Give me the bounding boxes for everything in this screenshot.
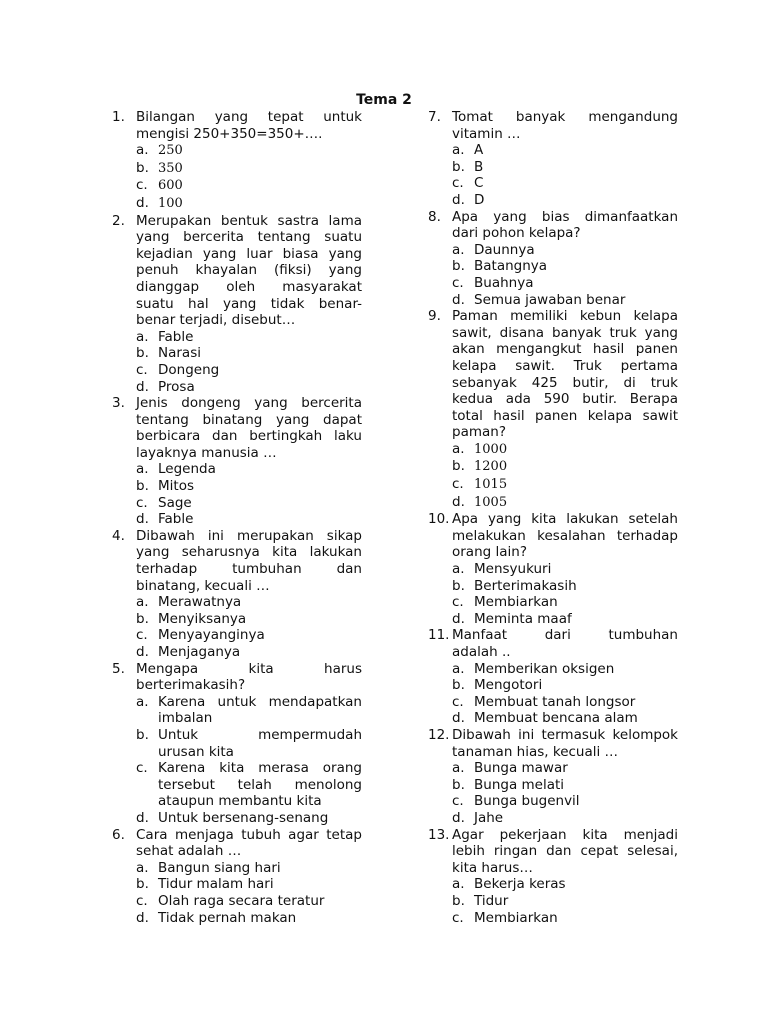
- question-text: [136, 827, 362, 860]
- question-text: [452, 511, 678, 561]
- option-text: Tidur: [474, 892, 509, 909]
- answer-option: [452, 292, 678, 309]
- question-line: suatu hal yang tidak benar-: [136, 295, 362, 312]
- question: [428, 511, 678, 627]
- option-line: Karena kita merasa orang: [158, 760, 362, 777]
- question-text: [136, 395, 362, 461]
- option-text: Fable: [158, 511, 194, 528]
- option-text: Jahe: [474, 809, 504, 826]
- option-letter: a.: [136, 693, 149, 710]
- option-letter: c.: [452, 476, 464, 493]
- option-letter: b.: [452, 776, 465, 793]
- option-letter: c.: [136, 494, 148, 511]
- option-letter: d.: [136, 511, 149, 528]
- option-line: imbalan: [158, 710, 213, 727]
- question-line: Merupakan bentuk sastra lama: [136, 212, 362, 229]
- option-text: 250: [158, 143, 183, 159]
- question-line: kejadian yang luar biasa yang: [136, 245, 362, 262]
- answer-option: [452, 441, 678, 459]
- question-line: Bilangan yang tepat untuk: [136, 109, 362, 125]
- answer-option: [452, 611, 678, 628]
- question-text: [136, 213, 362, 329]
- answer-option: [452, 476, 678, 494]
- answer-option: [136, 195, 362, 213]
- question-line: Tomat banyak mengandung: [452, 109, 678, 125]
- answer-option: [136, 876, 362, 893]
- option-letter: a.: [452, 876, 465, 893]
- option-letter: c.: [452, 793, 464, 810]
- option-letter: b.: [136, 345, 149, 362]
- question-line: melakukan kesalahan terhadap: [452, 527, 678, 544]
- question-line: total hasil panen kelapa sawit: [452, 407, 678, 424]
- option-letter: c.: [136, 361, 148, 378]
- option-line: ataupun membantu kita: [158, 793, 322, 810]
- question-line: Apa yang bias dimanfaatkan: [452, 208, 678, 225]
- option-text: Bunga mawar: [474, 760, 568, 777]
- answer-option: [452, 561, 678, 578]
- answer-option: [452, 258, 678, 275]
- option-letter: a.: [136, 328, 149, 345]
- option-letter: c.: [452, 274, 464, 291]
- question-number: 11.: [428, 627, 450, 644]
- answer-option: [136, 177, 362, 195]
- option-text: Tidak pernah makan: [158, 909, 297, 926]
- option-letter: b.: [136, 610, 149, 627]
- option-letter: b.: [452, 258, 465, 275]
- question-line: akan mengangkut hasil panen: [452, 341, 678, 358]
- question-text: [452, 109, 678, 142]
- left-column: [112, 109, 362, 926]
- option-text: Mengotori: [474, 677, 543, 694]
- option-text: Prosa: [158, 378, 195, 395]
- option-text: B: [474, 158, 484, 175]
- answer-option: [136, 511, 362, 528]
- answer-option: [452, 710, 678, 727]
- question-number: 8.: [428, 208, 441, 225]
- question-line: sehat adalah …: [136, 843, 242, 860]
- option-text: Tidur malam hari: [158, 876, 274, 893]
- option-text: Berterimakasih: [474, 577, 577, 594]
- answer-option: [452, 694, 678, 711]
- answer-option: [452, 242, 678, 259]
- option-letter: a.: [452, 561, 465, 578]
- option-letter: a.: [452, 760, 465, 777]
- question-line: mengisi 250+350=350+….: [136, 125, 323, 142]
- answer-option: [136, 694, 362, 727]
- question: [112, 528, 362, 661]
- question-line: Agar pekerjaan kita menjadi: [452, 826, 678, 843]
- answer-option: [136, 893, 362, 910]
- option-line: Karena untuk mendapatkan: [158, 693, 362, 710]
- option-letter: a.: [136, 859, 149, 876]
- question: [112, 213, 362, 396]
- question: [428, 827, 678, 927]
- question-line: paman?: [452, 424, 506, 441]
- option-letter: c.: [452, 909, 464, 926]
- question-text: [452, 727, 678, 760]
- answer-option: [452, 594, 678, 611]
- option-text: Menyiksanya: [158, 610, 247, 627]
- question-number: 12.: [428, 726, 450, 743]
- answer-option: [136, 461, 362, 478]
- option-letter: b.: [452, 677, 465, 694]
- question-line: sebanyak 425 butir, di truk: [452, 374, 678, 391]
- question-number: 9.: [428, 308, 441, 325]
- option-letter: a.: [136, 594, 149, 611]
- question-line: Mengapa kita harus: [136, 660, 362, 677]
- option-line: tersebut telah menolong: [158, 776, 362, 793]
- option-letter: b.: [136, 159, 149, 176]
- option-text: [158, 727, 362, 760]
- question-line: Dibawah ini merupakan sikap: [136, 527, 362, 544]
- answer-option: [452, 777, 678, 794]
- answer-option: [452, 175, 678, 192]
- option-text: Untuk bersenang-senang: [158, 809, 329, 826]
- option-text: D: [474, 191, 485, 208]
- question: [112, 661, 362, 827]
- answer-option: [136, 345, 362, 362]
- answer-option: [452, 677, 678, 694]
- answer-option: [136, 760, 362, 810]
- answer-option: [452, 578, 678, 595]
- option-text: Bangun siang hari: [158, 859, 281, 876]
- option-text: 600: [158, 178, 183, 194]
- answer-option: [452, 159, 678, 176]
- question-line: kedua ada 590 butir. Berapa: [452, 391, 678, 408]
- question-line: vitamin …: [452, 125, 521, 142]
- answer-option: [452, 661, 678, 678]
- option-text: Dongeng: [158, 361, 220, 378]
- option-letter: c.: [452, 693, 464, 710]
- option-text: Daunnya: [474, 241, 535, 258]
- question-line: Paman memiliki kebun kelapa: [452, 308, 678, 325]
- option-letter: c.: [136, 892, 148, 909]
- question-text: [452, 209, 678, 242]
- option-text: Bunga melati: [474, 776, 565, 793]
- question-text: [136, 109, 362, 142]
- option-text: Merawatnya: [158, 594, 242, 611]
- option-letter: d.: [136, 909, 149, 926]
- answer-option: [136, 727, 362, 760]
- answer-option: [452, 142, 678, 159]
- question-line: Dibawah ini termasuk kelompok: [452, 726, 678, 743]
- option-letter: b.: [452, 892, 465, 909]
- option-text: Menyayanginya: [158, 627, 265, 644]
- answer-option: [452, 910, 678, 927]
- question-line: lebih ringan dan cepat selesai,: [452, 843, 678, 860]
- answer-option: [136, 329, 362, 346]
- option-text: Membuat tanah longsor: [474, 693, 636, 710]
- option-text: Buahnya: [474, 274, 534, 291]
- option-letter: b.: [136, 726, 149, 743]
- option-text: 350: [158, 160, 183, 176]
- option-text: Memberikan oksigen: [474, 660, 615, 677]
- question-text: [452, 308, 678, 441]
- question-number: 2.: [112, 212, 125, 229]
- right-column: [428, 109, 678, 926]
- question-line: Manfaat dari tumbuhan: [452, 627, 678, 644]
- option-letter: a.: [136, 461, 149, 478]
- option-text: Mitos: [158, 478, 194, 495]
- question-number: 10.: [428, 511, 450, 528]
- option-letter: c.: [136, 760, 148, 777]
- answer-option: [452, 275, 678, 292]
- answer-option: [452, 192, 678, 209]
- answer-option: [452, 893, 678, 910]
- option-letter: d.: [452, 809, 465, 826]
- answer-option: [136, 362, 362, 379]
- question-number: 4.: [112, 527, 125, 544]
- question-line: adalah ..: [452, 644, 511, 660]
- question-line: Apa yang kita lakukan setelah: [452, 511, 678, 528]
- option-letter: d.: [136, 809, 149, 826]
- option-letter: a.: [452, 660, 465, 677]
- question-line: penuh khayalan (fiksi) yang: [136, 262, 362, 279]
- question-line: tanaman hias, kecuali …: [452, 743, 619, 760]
- answer-option: [136, 611, 362, 628]
- option-letter: d.: [136, 378, 149, 395]
- option-text: [158, 760, 362, 810]
- option-letter: b.: [136, 478, 149, 495]
- option-letter: d.: [136, 194, 149, 211]
- question-number: 7.: [428, 109, 441, 125]
- question-number: 1.: [112, 109, 125, 125]
- option-letter: d.: [136, 644, 149, 660]
- question-number: 6.: [112, 826, 125, 843]
- answer-option: [136, 142, 362, 160]
- question-number: 5.: [112, 660, 125, 677]
- option-letter: c.: [136, 627, 148, 644]
- option-text: A: [474, 142, 484, 159]
- question-line: layaknya manusia …: [136, 444, 277, 461]
- option-letter: b.: [452, 458, 465, 475]
- question: [112, 109, 362, 213]
- question: [428, 209, 678, 309]
- question-line: tentang binatang yang dapat: [136, 411, 362, 428]
- question-line: orang lain?: [452, 544, 527, 561]
- option-letter: b.: [452, 577, 465, 594]
- option-text: 1200: [474, 459, 508, 475]
- answer-option: [452, 494, 678, 512]
- question-line: sawit, disana banyak truk yang: [452, 324, 678, 341]
- question-line: dianggap oleh masyarakat: [136, 278, 362, 295]
- answer-option: [452, 760, 678, 777]
- question-line: binatang, kecuali …: [136, 577, 270, 594]
- option-line: Untuk mempermudah: [158, 726, 362, 743]
- question: [428, 308, 678, 511]
- option-text: Membuat bencana alam: [474, 710, 638, 727]
- option-letter: b.: [136, 876, 149, 893]
- option-text: Fable: [158, 328, 194, 345]
- option-text: [158, 694, 362, 727]
- question-number: 3.: [112, 395, 125, 412]
- question-text: [452, 627, 678, 660]
- option-letter: d.: [452, 610, 465, 627]
- option-text: 1005: [474, 494, 508, 510]
- question: [428, 627, 678, 727]
- answer-option: [136, 910, 362, 927]
- option-text: 1015: [474, 477, 508, 493]
- option-text: Meminta maaf: [474, 610, 572, 627]
- question-line: dari pohon kelapa?: [452, 225, 581, 242]
- option-letter: c.: [452, 175, 464, 192]
- question-line: terhadap tumbuhan dan: [136, 561, 362, 578]
- question-text: [452, 827, 678, 877]
- question-line: berterimakasih?: [136, 677, 246, 694]
- option-text: Mensyukuri: [474, 561, 552, 578]
- option-text: Sage: [158, 494, 192, 511]
- option-letter: a.: [452, 440, 465, 457]
- page-title: Tema 2: [356, 92, 412, 108]
- option-text: Bekerja keras: [474, 876, 566, 893]
- answer-option: [136, 478, 362, 495]
- option-letter: c.: [452, 594, 464, 611]
- option-text: Semua jawaban benar: [474, 291, 626, 308]
- option-text: 1000: [474, 441, 508, 457]
- question-line: Jenis dongeng yang bercerita: [136, 395, 362, 412]
- question: [112, 827, 362, 927]
- question-text: [136, 528, 362, 594]
- question-line: yang bercerita tentang suatu: [136, 229, 362, 246]
- question-line: benar terjadi, disebut…: [136, 312, 296, 329]
- option-letter: d.: [452, 291, 465, 308]
- option-letter: c.: [136, 177, 148, 194]
- question-text: [136, 661, 362, 694]
- question-number: 13.: [428, 826, 450, 843]
- answer-option: [136, 627, 362, 644]
- answer-option: [136, 810, 362, 827]
- question-line: yang seharusnya kita lakukan: [136, 544, 362, 561]
- answer-option: [452, 458, 678, 476]
- answer-option: [136, 644, 362, 661]
- answer-option: [136, 594, 362, 611]
- option-text: C: [474, 175, 484, 192]
- option-text: Narasi: [158, 345, 201, 362]
- option-text: Olah raga secara teratur: [158, 892, 325, 909]
- option-letter: d.: [452, 493, 465, 510]
- option-letter: a.: [452, 241, 465, 258]
- option-text: Bunga bugenvil: [474, 793, 580, 810]
- option-text: Membiarkan: [474, 909, 558, 926]
- answer-option: [136, 160, 362, 178]
- option-text: Legenda: [158, 461, 216, 478]
- answer-option: [452, 810, 678, 827]
- option-line: urusan kita: [158, 743, 234, 760]
- question: [112, 395, 362, 528]
- option-text: Batangnya: [474, 258, 548, 275]
- question-line: kita harus…: [452, 859, 533, 876]
- answer-option: [136, 379, 362, 396]
- question: [428, 727, 678, 827]
- option-text: Membiarkan: [474, 594, 558, 611]
- option-letter: d.: [452, 191, 465, 208]
- answer-option: [136, 860, 362, 877]
- answer-option: [136, 495, 362, 512]
- answer-option: [452, 793, 678, 810]
- option-letter: a.: [136, 142, 149, 159]
- answer-option: [452, 876, 678, 893]
- option-letter: d.: [452, 710, 465, 727]
- option-text: Menjaganya: [158, 644, 241, 660]
- question-line: kelapa sawit. Truk pertama: [452, 357, 678, 374]
- question-line: berbicara dan bertingkah laku: [136, 428, 362, 445]
- option-text: 100: [158, 195, 183, 211]
- question-line: Cara menjaga tubuh agar tetap: [136, 826, 362, 843]
- option-letter: b.: [452, 158, 465, 175]
- question: [428, 109, 678, 209]
- option-letter: a.: [452, 142, 465, 159]
